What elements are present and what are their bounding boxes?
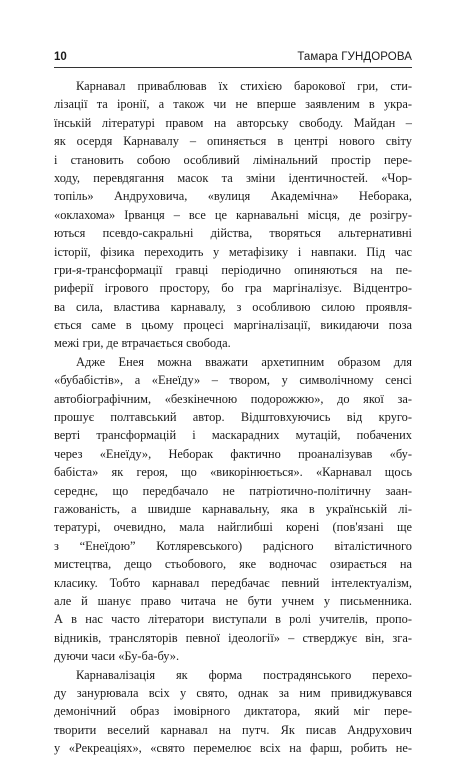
text-line: через «Енеїду», Неборак фактично проаналізував «бу- [54,446,412,461]
header-rule [54,67,412,68]
text-line: творити веселий карнавал на путч. Як писав Андрухович [54,722,412,737]
text-line: межі гри, де втрачається свобода. [54,336,231,351]
text-line: «бубабістів», а «Енеїду» – твором, у символічному сенсі [54,373,412,388]
text-line: і становить собою особливий лімінальний простір пере- [54,152,412,167]
text-line: верті трансформацій і маскарадних мутацій, побачених [54,428,412,443]
text-line: ються псевдо-сакральні дійства, творяться альтернативні [54,226,412,241]
text-line: мистецтва, дещо стьобового, яке водночас озирається на [54,557,412,572]
author-name: Тамара ГУНДОРОВА [297,51,412,63]
text-line: тературі, очевидно, мала найглибші корені (пов'язані ще [54,520,412,535]
body-text [54,77,412,757]
text-line: бабіста» як героя, що «викорінюється». «Карнавал щось [54,465,412,480]
text-line: риферії ігрового простору, бо гра маргіналізує. Відцентро- [54,281,412,296]
text-line: прошує полтавський автор. Відштовхуючись від круго- [54,410,412,425]
text-line: ду занурювала всіх у свято, однак за ним привиджувався [54,685,412,700]
page-number: 10 [54,51,67,63]
text-line: як осердя Карнавалу – опиняється в центрі нового світу [54,134,412,149]
text-line: топіль» Андруховича, «вулиця Академічна» Неборака, [54,189,412,204]
text-line: Адже Енея можна вважати архетипним образом для [76,354,412,369]
text-line: А в нас часто літератори виступали в ролі учителів, пропо- [54,612,412,627]
text-line: гри-я-трансформації гравці періодично опиняються на пе- [54,262,412,277]
text-line: Карнавалізація як форма пострадянського перехо- [76,667,412,682]
text-line: «оклахома» Ірванця – все це карнавальні місця, де розігру- [54,207,412,222]
text-line: гажованість, а швидше карнавальну, яка в українській лі- [54,501,412,516]
text-line: ється саме в цьому процесі маргіналізації, викидаючи поза [54,318,412,333]
text-line: демонічний образ імовірного диктатора, який міг пере- [54,704,412,719]
text-line: лізації та іронії, а також чи не вперше заявленим в укра- [54,97,412,112]
text-line: але й шанує право читача не бути учнем у письменника. [54,593,412,608]
text-line: дуючи часи «Бу-ба-бу». [54,649,180,664]
text-line: відників, трансляторів певної ідеології» – стверджує він, зга- [54,630,412,645]
text-line: Карнавал приваблював їх стихією барокової гри, сти- [76,79,412,93]
text-line: їнській літературі правом на авторську свободу. Майдан – [54,115,412,130]
text-line: класику. Тобто карнавал передбачає певний інтелектуалізм, [54,575,412,590]
running-head [54,50,412,64]
text-line: автобіографічним, «безкінечною подорожжю», до якої за- [54,391,412,406]
text-line: ходу, перевдягання масок та зміни ідентичностей. «Чор- [54,170,412,185]
text-line: ва сила, властива карнавалу, з особливою силою проявля- [54,299,412,314]
text-line: середнє, що передбачало не патріотично-політичну заан- [54,483,412,498]
text-line: з “Енеїдою” Котляревського) радісного віталістичного [54,538,412,553]
text-line: у «Рекреаціях», «свято перемелює всіх на фарш, робить не- [54,741,412,756]
text-line: історії, фізика переходить у метафізику і навпаки. Під час [54,244,412,259]
